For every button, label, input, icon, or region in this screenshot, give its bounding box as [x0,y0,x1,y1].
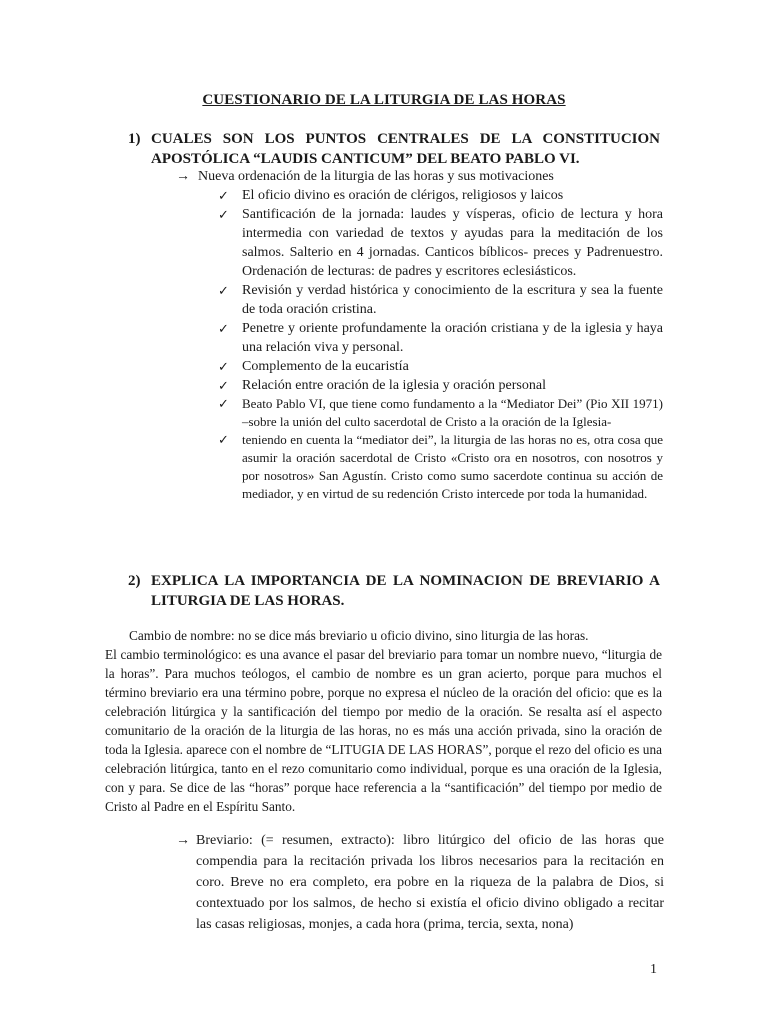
checkmark-icon: ✓ [218,188,229,203]
checkmark-icon: ✓ [218,283,229,298]
list-item-text: Complemento de la eucaristía [242,359,409,374]
checkmark-icon: ✓ [218,359,229,374]
list-item [218,376,663,395]
list-item-text: Revisión y verdad histórica y conocimiento de la escritura y sea la fuente de toda oración cristina. [242,283,663,317]
checkmark-icon: ✓ [218,432,229,447]
question-1-checklist [218,186,663,503]
list-item-text: Relación entre oración de la iglesia y oración personal [242,378,546,393]
list-item-text: Penetre y oriente profundamente la oración cristiana y de la iglesia y haya una relación viva y personal. [242,321,663,355]
question-2-text: EXPLICA LA IMPORTANCIA DE LA NOMINACION DE BREVIARIO A LITURGIA DE LAS HORAS. [151,573,660,609]
right-arrow-icon: → [176,169,190,184]
list-item [218,395,663,431]
question-1-text: CUALES SON LOS PUNTOS CENTRALES DE LA CONSTITUCION APOSTÓLICA “LAUDIS CANTICUM” DEL BEATO PABLO VI. [151,131,660,167]
question-2-number: 2) [128,573,141,589]
list-item-text: Beato Pablo VI, que tiene como fundamento a la “Mediator Dei” (Pio XII 1971) –sobre la unión del culto sacerdotal de Cristo a la oración de la Iglesia- [242,396,663,429]
list-item [218,281,663,319]
list-item-text: Santificación de la jornada: laudes y vísperas, oficio de lectura y hora intermedia con variedad de textos y ayudas para la meditación de los salmos. Salterio en 4 jornadas. Canticos bíblicos- preces y Padrenuestro. Ordenación de lecturas: de padres y escritores eclesiásticos. [242,207,663,279]
list-item [218,357,663,376]
list-item-text: teniendo en cuenta la “mediator dei”, la liturgia de las horas no es, otra cosa que asumir la oración sacerdotal de Cristo «Cristo ora en nosotros, con nosotros y por nosotros» San Agustín. Cristo como sumo sacerdote continua su acción de mediador, y en virtud de su redención Cristo intercede por toda la humanidad. [242,432,663,501]
list-item [218,205,663,281]
breviario-definition [176,830,664,935]
question-2-answer [105,626,662,816]
paragraph-name-change: Cambio de nombre: no se dice más breviario u oficio divino, sino liturgia de las horas. [129,628,589,643]
question-1-intro [176,167,666,186]
right-arrow-icon: → [176,833,190,848]
list-item [218,431,663,503]
page-number: 1 [650,962,657,977]
checkmark-icon: ✓ [218,321,229,336]
checkmark-icon: ✓ [218,207,229,222]
checkmark-icon: ✓ [218,378,229,393]
list-item-text: El oficio divino es oración de clérigos, religiosos y laicos [242,188,564,203]
paragraph-terminology: El cambio terminológico: es una avance el pasar del breviario para tomar un nombre nuevo, “liturgia de la horas”. Para muchos teólogos, el cambio de nombre es un gran acierto, porque para muchos el término breviario era una término pobre, porque no expresa el núcleo de la oración del oficio: que es la celebración litúrgica y la santificación del tiempo por medio de la oración. Se resalta así el aspecto comunitario de la oración de la liturgia de las horas, no es más una acción privada, sino la oración de toda la Iglesia. aparece con el nombre de “LITUGIA DE LAS HORAS”, porque el rezo del oficio es una celebración litúrgica, tanto en el rezo comunitario como individual, porque es una oración de la Iglesia, con y para. Se dice de las “horas” porque hace referencia a la “santificación” del tiempo por medio de Cristo al Padre en el Espíritu Santo. [105,647,662,814]
list-item [218,319,663,357]
intro-text: Nueva ordenación de la liturgia de las horas y sus motivaciones [198,169,554,184]
breviario-text: Breviario: (= resumen, extracto): libro litúrgico del oficio de las horas que compendia para la recitación privada los libros necesarios para la recitación en coro. Breve no era completo, era pobre en la riqueza de la palabra de Dios, si contextuado por los salmos, de hecho si existía el oficio divino obligado a recitar las casas religiosas, monjes, a cada hora (prima, tercia, sexta, nona) [196,833,664,932]
question-1-heading [128,129,660,169]
question-1-number: 1) [128,131,141,147]
document-title: CUESTIONARIO DE LA LITURGIA DE LAS HORAS [202,92,566,108]
list-item [218,186,663,205]
question-2-heading [128,571,660,611]
checkmark-icon: ✓ [218,396,229,411]
